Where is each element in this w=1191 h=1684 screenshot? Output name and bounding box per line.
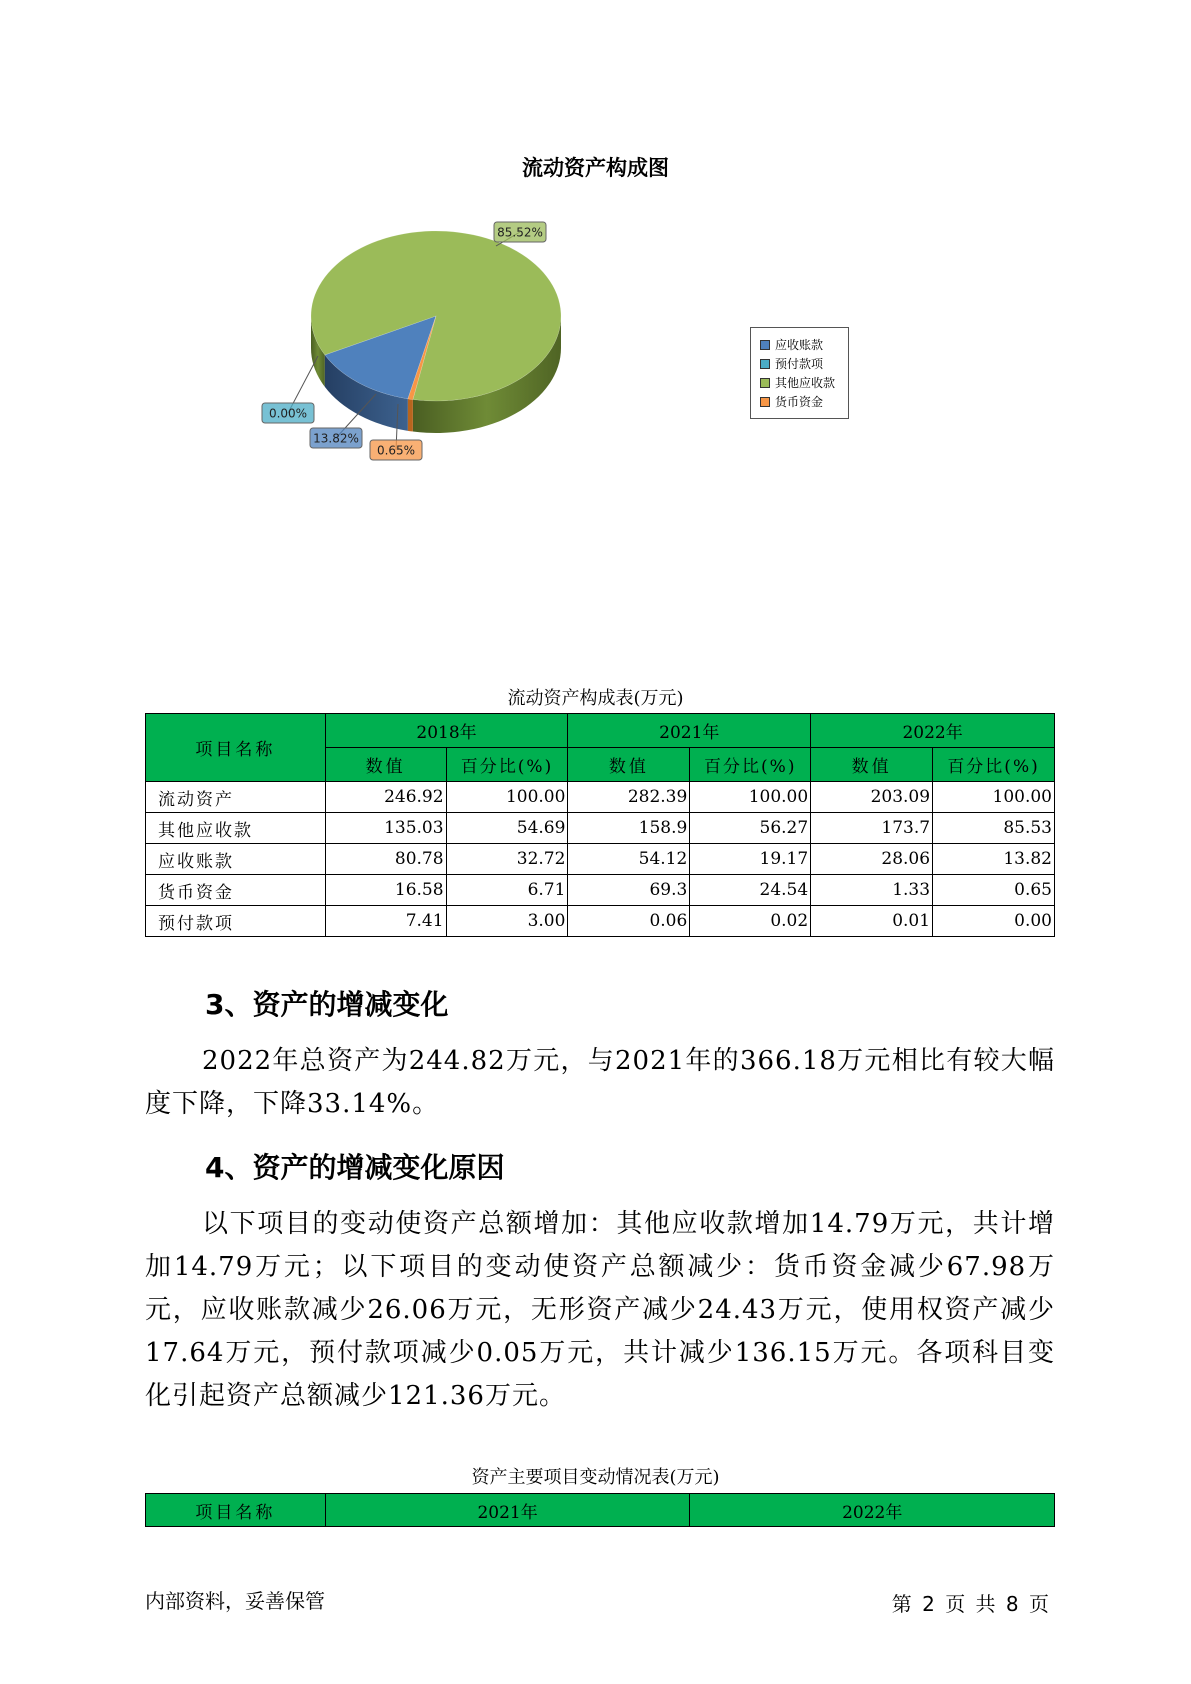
footer-confidential: 内部资料，妥善保管 (145, 1589, 325, 1613)
cell-percent: 54.69 (446, 813, 568, 844)
row-name: 流动资产 (146, 782, 326, 813)
section3-heading: 3、资产的增减变化 (205, 988, 449, 1021)
asset-change-table (145, 1493, 1055, 1527)
header-year: 2022年 (690, 1494, 1055, 1527)
legend-swatch (760, 378, 770, 388)
table2-caption: 资产主要项目变动情况表(万元) (471, 1467, 720, 1488)
legend-swatch (760, 359, 770, 369)
cell-percent: 0.02 (690, 906, 811, 937)
legend-item (760, 392, 848, 411)
legend-label: 货币资金 (775, 395, 824, 409)
cell-value: 282.39 (568, 782, 690, 813)
header-project-name: 项目名称 (146, 1494, 326, 1527)
row-name: 货币资金 (146, 875, 326, 906)
pie-side-cash (408, 399, 413, 432)
header-year: 2021年 (568, 714, 811, 748)
cell-value: 28.06 (811, 844, 933, 875)
legend-swatch (760, 397, 770, 407)
current-assets-table (145, 713, 1055, 937)
cell-value: 246.92 (325, 782, 446, 813)
data-label: 13.82% (313, 431, 359, 446)
header-percent: 百分比(%) (690, 748, 811, 782)
legend-label: 其他应收款 (775, 376, 836, 390)
cell-percent: 100.00 (690, 782, 811, 813)
row-name: 应收账款 (146, 844, 326, 875)
legend-label: 应收账款 (775, 338, 824, 352)
data-label: 0.65% (376, 443, 416, 458)
cell-percent: 13.82 (933, 844, 1055, 875)
chart-legend (750, 327, 849, 419)
header-value: 数值 (568, 748, 690, 782)
cell-percent: 56.27 (690, 813, 811, 844)
cell-value: 16.58 (325, 875, 446, 906)
cell-value: 1.33 (811, 875, 933, 906)
cell-value: 203.09 (811, 782, 933, 813)
cell-percent: 6.71 (446, 875, 568, 906)
table1-caption: 流动资产构成表(万元) (507, 688, 684, 709)
table-row (146, 782, 1055, 813)
header-value: 数值 (811, 748, 933, 782)
legend-item (760, 373, 848, 392)
header-year: 2018年 (325, 714, 568, 748)
cell-percent: 0.65 (933, 875, 1055, 906)
cell-percent: 100.00 (933, 782, 1055, 813)
cell-value: 0.06 (568, 906, 690, 937)
data-label: 85.52% (497, 225, 543, 240)
cell-percent: 32.72 (446, 844, 568, 875)
table-row (146, 844, 1055, 875)
cell-value: 135.03 (325, 813, 446, 844)
section3-paragraph: 2022年总资产为244.82万元，与2021年的366.18万元相比有较大幅度下降，下降33.14%。 (145, 1046, 1055, 1119)
data-label: 0.00% (268, 406, 308, 421)
header-project-name: 项目名称 (146, 714, 326, 782)
section4-paragraph: 以下项目的变动使资产总额增加：其他应收款增加14.79万元，共计增加14.79万元；以下项目的变动使资产总额减少：货币资金减少67.98万元，应收账款减少26.06万元，无形资产减少24.43万元，使用权资产减少17.64万元，预付款项减少0.05万元，共计减少136.15万元。各项科目变化引起资产总额减少121.36万元。 (145, 1209, 1055, 1411)
pie-chart (0, 0, 1191, 520)
header-percent: 百分比(%) (446, 748, 568, 782)
cell-value: 69.3 (568, 875, 690, 906)
header-value: 数值 (325, 748, 446, 782)
cell-value: 158.9 (568, 813, 690, 844)
row-name: 其他应收款 (146, 813, 326, 844)
chart-title: 流动资产构成图 (522, 156, 669, 180)
legend-item (760, 335, 848, 354)
cell-value: 7.41 (325, 906, 446, 937)
cell-percent: 85.53 (933, 813, 1055, 844)
cell-percent: 3.00 (446, 906, 568, 937)
cell-value: 80.78 (325, 844, 446, 875)
cell-percent: 19.17 (690, 844, 811, 875)
footer-page-number: 第 2 页 共 8 页 (891, 1592, 1051, 1616)
cell-value: 54.12 (568, 844, 690, 875)
cell-percent: 100.00 (446, 782, 568, 813)
table-row (146, 875, 1055, 906)
table-row (146, 906, 1055, 937)
table-row (146, 813, 1055, 844)
section4-heading: 4、资产的增减变化原因 (205, 1151, 505, 1184)
cell-percent: 0.00 (933, 906, 1055, 937)
header-year: 2022年 (811, 714, 1055, 748)
legend-label: 预付款项 (775, 357, 824, 371)
header-year: 2021年 (325, 1494, 690, 1527)
cell-value: 173.7 (811, 813, 933, 844)
cell-value: 0.01 (811, 906, 933, 937)
header-percent: 百分比(%) (933, 748, 1055, 782)
row-name: 预付款项 (146, 906, 326, 937)
cell-percent: 24.54 (690, 875, 811, 906)
legend-swatch (760, 340, 770, 350)
legend-item (760, 354, 848, 373)
